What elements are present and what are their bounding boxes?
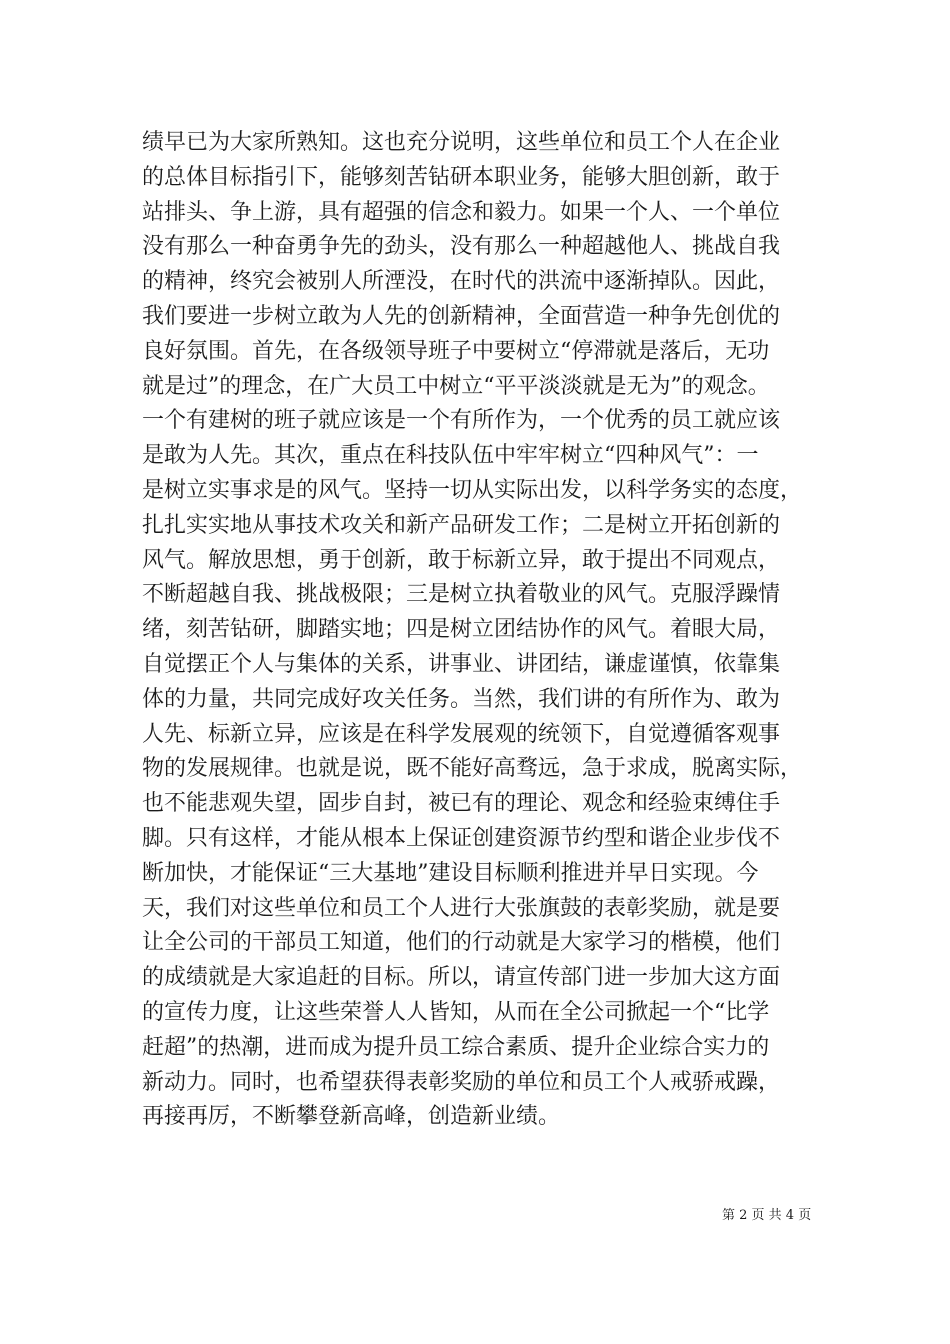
text-line: 天，我们对这些单位和员工个人进行大张旗鼓的表彰奖励，就是要 [142, 895, 781, 921]
text-line: 自觉摆正个人与集体的关系，讲事业、讲团结，谦虚谨慎，依靠集 [142, 651, 781, 677]
text-line: 的总体目标指引下，能够刻苦钻研本职业务，能够大胆创新，敢于 [142, 164, 781, 190]
text-line: 是敢为人先。其次，重点在科技队伍中牢牢树立“四种风气”：一 [142, 443, 759, 469]
text-line: 体的力量，共同完成好攻关任务。当然，我们讲的有所作为、敢为 [142, 686, 781, 712]
body-text [142, 126, 832, 1135]
text-line: 我们要进一步树立敢为人先的创新精神，全面营造一种争先创优的 [142, 303, 781, 329]
text-line: 扎扎实实地从事技术攻关和新产品研发工作；二是树立开拓创新的 [142, 512, 781, 538]
page-number-footer: 第 2 页 共 4 页 [722, 1208, 812, 1223]
text-line: 也不能悲观失望，固步自封，被已有的理论、观念和经验束缚住手 [142, 791, 781, 817]
text-line: 的精神，终究会被别人所湮没，在时代的洪流中逐渐掉队。因此， [142, 269, 781, 295]
text-line: 断加快，才能保证“三大基地”建设目标顺利推进并早日实现。今 [142, 860, 759, 886]
text-line: 没有那么一种奋勇争先的劲头，没有那么一种超越他人、挑战自我 [142, 234, 781, 260]
text-line: 赶超”的热潮，进而成为提升员工综合素质、提升企业综合实力的 [142, 1034, 770, 1060]
text-line: 绪，刻苦钻研，脚踏实地；四是树立团结协作的风气。着眼大局， [142, 617, 781, 643]
text-line: 不断超越自我、挑战极限；三是树立执着敬业的风气。克服浮躁情 [142, 582, 781, 608]
text-line: 新动力。同时，也希望获得表彰奖励的单位和员工个人戒骄戒躁， [142, 1069, 781, 1095]
text-line: 绩早已为大家所熟知。这也充分说明，这些单位和员工个人在企业 [142, 130, 781, 155]
text-line: 人先、标新立异，应该是在科学发展观的统领下，自觉遵循客观事 [142, 721, 781, 747]
text-line: 一个有建树的班子就应该是一个有所作为，一个优秀的员工就应该 [142, 408, 781, 434]
text-line: 站排头、争上游，具有超强的信念和毅力。如果一个人、一个单位 [142, 199, 781, 225]
text-line: 脚。只有这样，才能从根本上保证创建资源节约型和谐企业步伐不 [142, 825, 781, 851]
text-line: 物的发展规律。也就是说，既不能好高骛远，急于求成，脱离实际， [142, 756, 803, 782]
text-line: 良好氛围。首先，在各级领导班子中要树立“停滞就是落后，无功 [142, 338, 770, 364]
text-line: 让全公司的干部员工知道，他们的行动就是大家学习的楷模，他们 [142, 930, 781, 956]
text-line: 是树立实事求是的风气。坚持一切从实际出发，以科学务实的态度， [142, 477, 803, 503]
text-line: 的宣传力度，让这些荣誉人人皆知，从而在全公司掀起一个“比学 [142, 999, 770, 1025]
text-line: 的成绩就是大家追赶的目标。所以，请宣传部门进一步加大这方面 [142, 965, 781, 991]
text-line: 就是过”的理念，在广大员工中树立“平平淡淡就是无为”的观念。 [142, 373, 770, 399]
text-line: 再接再厉，不断攀登新高峰，创造新业绩。 [142, 1104, 561, 1130]
text-line: 风气。解放思想，勇于创新，敢于标新立异，敢于提出不同观点， [142, 547, 781, 573]
